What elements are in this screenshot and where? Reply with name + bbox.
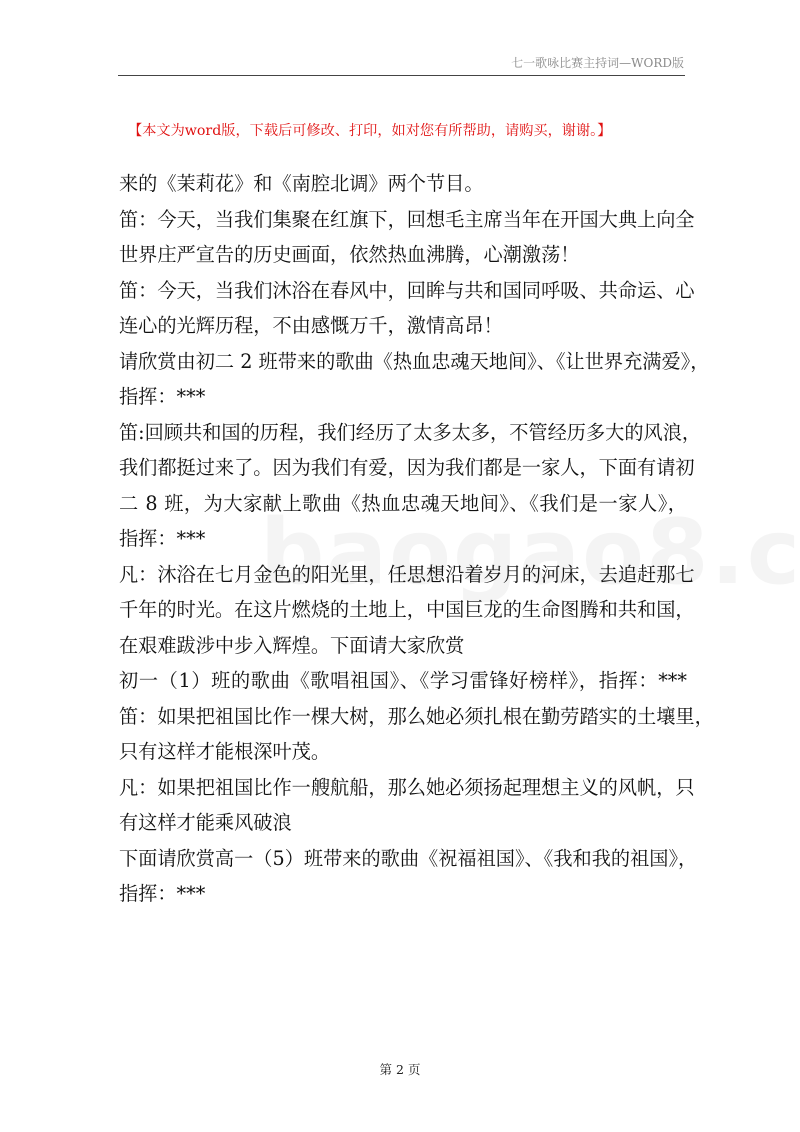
body-line: 只有这样才能根深叶茂。: [119, 740, 331, 763]
body-line: 笛：今天，当我们集聚在红旗下，回想毛主席当年在开国大典上向全: [119, 207, 695, 231]
header-divider: [118, 75, 685, 76]
body-line: 下面请欣赏高一（5）班带来的歌曲《祝福祖国》、《我和我的祖国》，: [119, 846, 698, 870]
body-line: 世界庄严宣告的历史画面，依然热血沸腾，心潮激荡！: [119, 243, 580, 266]
body-line: 笛：今天，当我们沐浴在春风中，回眸与共和国同呼吸、共命运、心: [119, 278, 695, 302]
body-line: 连心的光辉历程，不由感慨万千，激情高昂！: [119, 314, 503, 337]
document-body: [119, 166, 714, 912]
body-line: 请欣赏由初二 2 班带来的歌曲《热血忠魂天地间》、《让世界充满爱》，: [119, 349, 710, 373]
body-line: 指挥：***: [119, 527, 206, 550]
body-line: 初一（1）班的歌曲《歌唱祖国》、《学习雷锋好榜样》，指挥：***: [119, 669, 687, 692]
body-line: 在艰难跋涉中步入辉煌。下面请大家欣赏: [119, 633, 465, 657]
page-header-title: 七一歌咏比赛主持词—WORD版: [511, 56, 684, 70]
page-number: 第 2 页: [379, 1062, 421, 1077]
body-line: 有这样才能乘风破浪: [119, 811, 292, 834]
body-line: 我们都挺过来了。因为我们有爱，因为我们都是一家人，下面有请初: [119, 456, 695, 479]
body-line: 笛：如果把祖国比作一棵大树，那么她必须扎根在勤劳踏实的土壤里，: [119, 704, 714, 728]
body-line: 二 8 班，为大家献上歌曲《热血忠魂天地间》、《我们是一家人》，: [119, 491, 687, 515]
body-line: 指挥：***: [119, 385, 206, 408]
body-line: 千年的时光。在这片燃烧的土地上，中国巨龙的生命图腾和共和国，: [119, 598, 695, 621]
body-line: 笛:回顾共和国的历程，我们经历了太多太多，不管经历多大的风浪，: [119, 420, 702, 444]
body-line: 指挥：***: [119, 882, 206, 905]
body-line: 凡：如果把祖国比作一艘航船，那么她必须扬起理想主义的风帆，只: [119, 775, 695, 799]
body-line: 来的《茉莉花》和《南腔北调》两个节目。: [119, 172, 484, 195]
download-notice: 【本文为word版，下载后可修改、打印，如对您有所帮助，请购买，谢谢。】: [128, 123, 612, 139]
body-line: 凡：沐浴在七月金色的阳光里，任思想沿着岁月的河床，去追赶那七: [119, 562, 695, 586]
